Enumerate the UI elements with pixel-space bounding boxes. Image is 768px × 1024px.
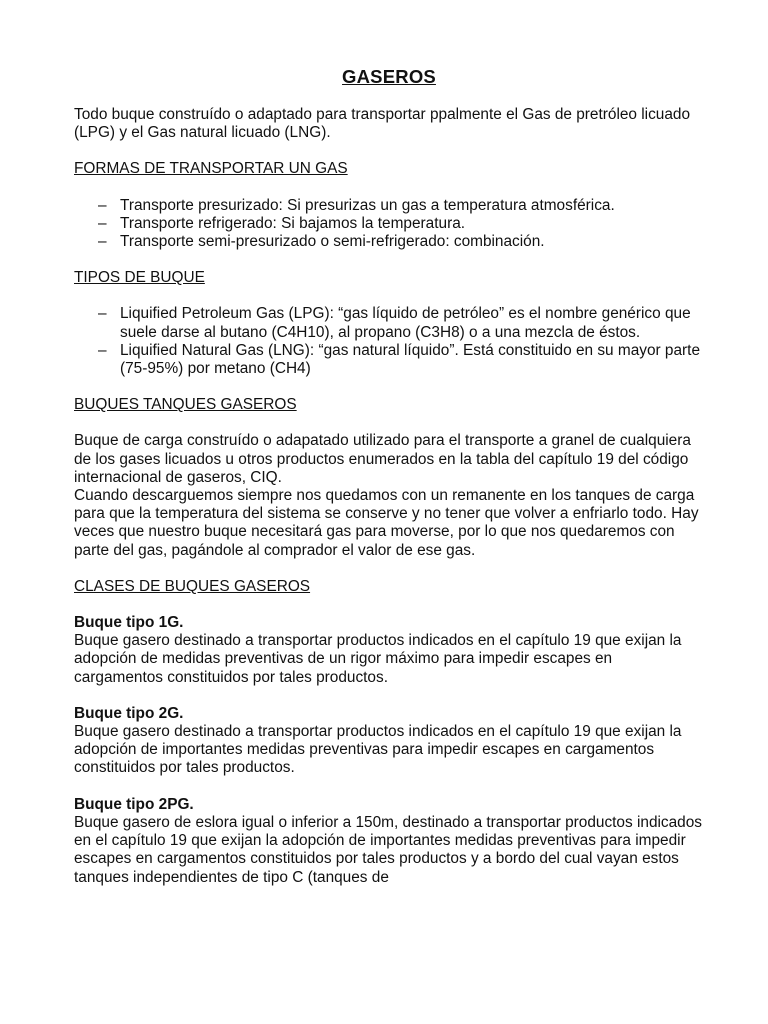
- tipo-2g-text: Buque gasero destinado a transportar productos indicados en el capítulo 19 que exijan la adopción de importantes medidas preventivas para impedir escapes en cargamentos constituidos por tales productos.: [74, 723, 682, 777]
- subheading-tipo-1g: Buque tipo 1G.: [74, 614, 184, 632]
- list-item: [74, 305, 704, 341]
- dash-bullet: –: [98, 341, 107, 359]
- document-page: [74, 66, 704, 887]
- section-heading-tipos: TIPOS DE BUQUE: [74, 269, 205, 287]
- section-heading-tanques: BUQUES TANQUES GASEROS: [74, 396, 297, 414]
- list-item: [74, 215, 704, 233]
- tipo-1g-text: Buque gasero destinado a transportar productos indicados en el capítulo 19 que exijan la adopción de medidas preventivas de un rigor máximo para impedir escapes en cargamentos constituidos por tales productos.: [74, 632, 682, 686]
- tanques-paragraph-2: Cuando descarguemos siempre nos quedamos con un remanente en los tanques de carga para que la temperatura del sistema se conserve y no tener que volver a enfriarlo todo. Hay veces que nuestro buque necesitará gas para moverse, por lo que nos quedaremos con parte del gas, pagándole al comprador el valor de ese gas.: [74, 487, 699, 559]
- tipo-2pg-text: Buque gasero de eslora igual o inferior a 150m, destinado a transportar productos indicados en el capítulo 19 que exijan la adopción de importantes medidas preventivas para impedir escapes en cargamentos constituidos por tales productos y a bordo del cual vayan estos tanques independientes de tipo C (tanques de: [74, 813, 702, 886]
- list-item: [74, 233, 704, 251]
- tipos-list: [74, 305, 704, 378]
- subheading-tipo-2g: Buque tipo 2G.: [74, 704, 184, 722]
- list-item-text: Transporte refrigerado: Si bajamos la temperatura.: [120, 214, 466, 232]
- subheading-tipo-2pg: Buque tipo 2PG.: [74, 795, 194, 813]
- dash-bullet: –: [98, 233, 107, 251]
- section-heading-formas: FORMAS DE TRANSPORTAR UN GAS: [74, 160, 348, 178]
- list-item: [74, 342, 704, 378]
- intro-paragraph: Todo buque construído o adaptado para transportar ppalmente el Gas de pretróleo licuado (LPG) y el Gas natural licuado (LNG).: [74, 106, 691, 142]
- dash-bullet: –: [98, 214, 107, 232]
- formas-list: [74, 197, 704, 252]
- dash-bullet: –: [98, 196, 107, 214]
- dash-bullet: –: [98, 305, 107, 323]
- list-item-text: Transporte semi-presurizado o semi-refrigerado: combinación.: [120, 233, 545, 251]
- list-item-text: Liquified Natural Gas (LNG): “gas natural líquido”. Está constituido en su mayor parte (75-95%) por metano (CH4): [120, 341, 700, 378]
- list-item-text: Transporte presurizado: Si presurizas un gas a temperatura atmosférica.: [120, 196, 615, 214]
- section-heading-clases: CLASES DE BUQUES GASEROS: [74, 577, 311, 595]
- tanques-paragraph-1: Buque de carga construído o adapatado utilizado para el transporte a granel de cualquiera de los gases licuados u otros productos enumerados en la tabla del capítulo 19 del código internacional de gaseros, CIQ.: [74, 432, 691, 486]
- list-item: [74, 197, 704, 215]
- list-item-text: Liquified Petroleum Gas (LPG): “gas líquido de petróleo” es el nombre genérico que suele darse al butano (C4H10), al propano (C3H8) o a una mezcla de éstos.: [120, 305, 691, 341]
- document-title: GASEROS: [342, 66, 436, 87]
